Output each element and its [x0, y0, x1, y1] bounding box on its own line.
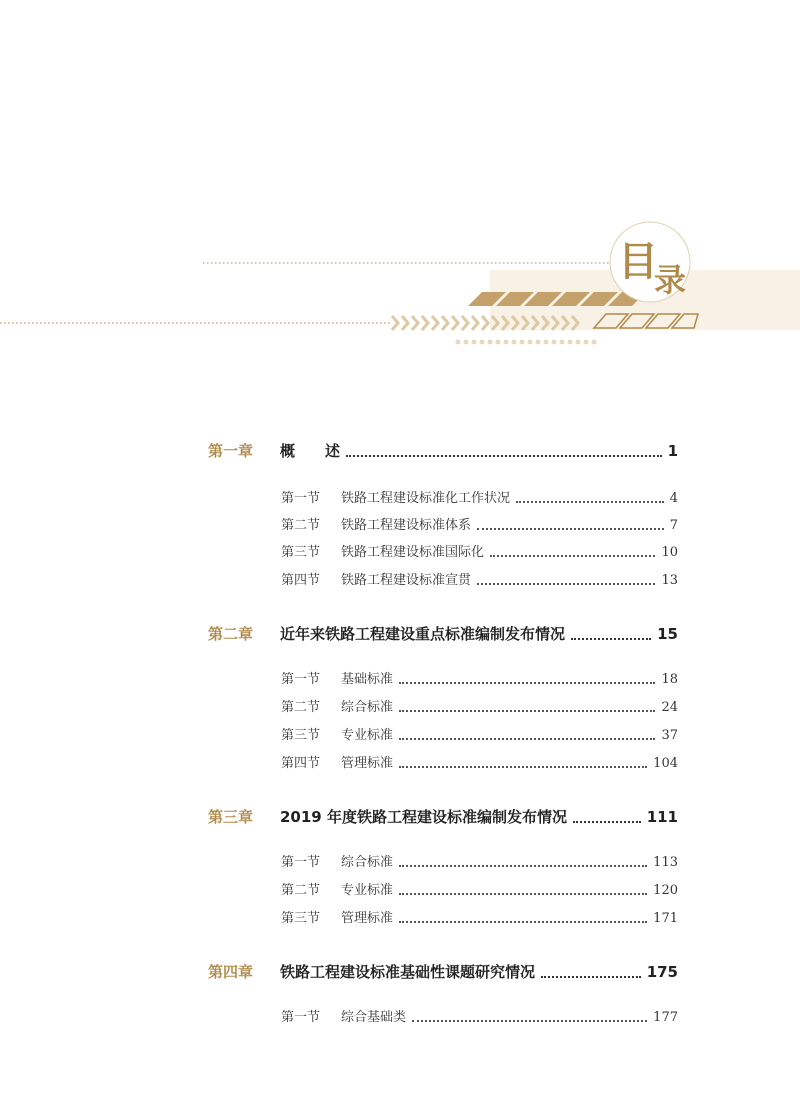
section-row-3-1[interactable] — [281, 851, 678, 873]
section-row-3-3[interactable] — [281, 907, 678, 929]
chapter-page: 111 — [646, 808, 678, 826]
section-page: 7 — [669, 518, 678, 533]
section-number: 第一节 — [281, 1010, 321, 1025]
section-page: 4 — [669, 491, 678, 506]
section-row-1-1[interactable] — [281, 487, 678, 509]
section-number: 第三节 — [281, 728, 321, 743]
section-page: 10 — [661, 545, 678, 560]
dot-leader — [399, 681, 655, 684]
section-title: 专业标准 — [341, 728, 394, 743]
chapter-row-4[interactable] — [208, 961, 678, 985]
section-page: 104 — [653, 756, 678, 771]
section-number: 第三节 — [281, 545, 321, 560]
dot-leader — [541, 975, 641, 978]
dot-leader — [399, 892, 647, 895]
section-page: 37 — [661, 728, 678, 743]
section-page: 113 — [653, 855, 678, 870]
section-number: 第一节 — [281, 855, 321, 870]
section-title: 铁路工程建设标准国际化 — [341, 545, 485, 560]
toc-title — [604, 238, 700, 298]
section-title: 基础标准 — [341, 672, 394, 687]
section-number: 第一节 — [281, 491, 321, 506]
dot-leader — [477, 582, 655, 585]
section-title: 管理标准 — [341, 756, 394, 771]
section-page: 13 — [661, 573, 678, 588]
section-title: 铁路工程建设标准化工作状况 — [341, 491, 511, 506]
chapter-title: 近年来铁路工程建设重点标准编制发布情况 — [280, 625, 566, 643]
header-decoration — [0, 0, 800, 380]
section-number: 第四节 — [281, 756, 321, 771]
section-row-4-1[interactable] — [281, 1006, 678, 1028]
chapter-page: 15 — [657, 625, 678, 643]
section-title: 综合标准 — [341, 855, 394, 870]
section-title: 管理标准 — [341, 911, 394, 926]
section-row-1-3[interactable] — [281, 541, 678, 563]
section-number: 第二节 — [281, 518, 321, 533]
chapter-number: 第一章 — [208, 442, 254, 460]
dot-leader — [571, 637, 651, 640]
title-char-lu: 录 — [654, 261, 687, 299]
section-title: 铁路工程建设标准宣贯 — [341, 573, 472, 588]
dot-leader — [346, 454, 662, 457]
dot-leader — [399, 737, 655, 740]
section-page: 120 — [653, 883, 678, 898]
section-row-2-2[interactable] — [281, 696, 678, 718]
dot-leader — [490, 554, 655, 557]
chapter-page: 1 — [667, 442, 678, 460]
chapter-title: 铁路工程建设标准基础性课题研究情况 — [280, 963, 536, 981]
section-row-2-4[interactable] — [281, 752, 678, 774]
title-char-mu: 目 — [618, 239, 658, 285]
section-title: 综合基础类 — [341, 1010, 407, 1025]
section-page: 18 — [661, 672, 678, 687]
dot-row — [456, 340, 597, 345]
section-row-1-2[interactable] — [281, 514, 678, 536]
section-page: 177 — [653, 1010, 678, 1025]
dot-leader — [412, 1019, 647, 1022]
chapter-row-2[interactable] — [208, 623, 678, 647]
section-title: 综合标准 — [341, 700, 394, 715]
section-title: 专业标准 — [341, 883, 394, 898]
section-page: 171 — [653, 911, 678, 926]
section-row-1-4[interactable] — [281, 569, 678, 591]
dot-leader — [399, 864, 647, 867]
chapter-title: 概 述 — [280, 442, 341, 460]
chapter-page: 175 — [646, 963, 678, 981]
section-title: 铁路工程建设标准体系 — [341, 518, 472, 533]
chapter-title: 2019 年度铁路工程建设标准编制发布情况 — [280, 808, 567, 826]
dot-leader — [573, 820, 641, 823]
section-row-2-3[interactable] — [281, 724, 678, 746]
section-row-2-1[interactable] — [281, 668, 678, 690]
dot-leader — [399, 920, 647, 923]
chapter-number: 第三章 — [208, 808, 254, 826]
section-number: 第二节 — [281, 700, 321, 715]
section-number: 第二节 — [281, 883, 321, 898]
section-number: 第一节 — [281, 672, 321, 687]
dot-leader — [477, 527, 664, 530]
chapter-row-1[interactable] — [208, 440, 678, 464]
dot-leader — [516, 500, 664, 503]
chapter-number: 第二章 — [208, 625, 254, 643]
section-page: 24 — [661, 700, 678, 715]
section-number: 第四节 — [281, 573, 321, 588]
dot-leader — [399, 709, 655, 712]
chapter-row-3[interactable] — [208, 806, 678, 830]
section-row-3-2[interactable] — [281, 879, 678, 901]
section-number: 第三节 — [281, 911, 321, 926]
dot-leader — [399, 765, 647, 768]
chapter-number: 第四章 — [208, 963, 254, 981]
